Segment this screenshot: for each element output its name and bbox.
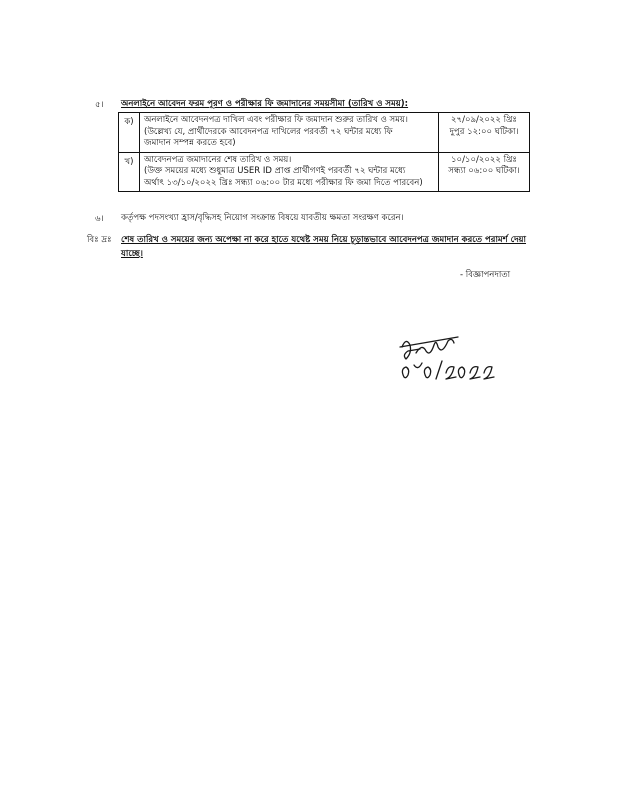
table-row xyxy=(119,152,530,192)
table-row xyxy=(119,113,530,153)
row-datetime xyxy=(439,152,530,192)
row-description xyxy=(140,152,439,192)
row-time: সন্ধ্যা ০৬:০০ ঘটিকা। xyxy=(448,166,520,176)
description-line: জমাদান সম্পন্ন করতে হবে) xyxy=(144,138,236,148)
row-time: দুপুর ১২:০০ ঘটিকা। xyxy=(449,126,519,137)
description-line: (উল্লেখ্য যে, প্রার্থীদেরকে আবেদনপত্র দাখিলের পরবর্তী ৭২ ঘন্টার মধ্যে ফি xyxy=(144,126,393,137)
section-5-number: ৫। xyxy=(95,100,104,110)
section-5-heading: অনলাইনে আবেদন ফরম পূরণ ও পরীক্ষার ফি জমাদানের সময়সীমা (তারিখ ও সময়): xyxy=(121,99,409,109)
row-description xyxy=(140,113,439,153)
signature-scribble-icon xyxy=(396,333,526,383)
row-datetime xyxy=(439,113,530,153)
row-label: ক) xyxy=(119,113,140,153)
note-label: বিঃ দ্রঃ xyxy=(87,235,112,245)
advertiser-signoff: - বিজ্ঞাপনদাতা xyxy=(460,270,511,280)
description-line: (উক্ত সময়ের মধ্যে শুধুমাত্র USER ID প্রাপ্ত প্রার্থীগণই পরবর্তী ৭২ ঘন্টার মধ্যে xyxy=(144,166,406,176)
description-line: অনলাইনে আবেদনপত্র দাখিল এবং পরীক্ষার ফি জমাদান শুরুর তারিখ ও সময়। xyxy=(144,115,408,125)
section-6-number: ৬। xyxy=(95,214,104,224)
schedule-table xyxy=(118,112,530,192)
row-label: খ) xyxy=(119,152,140,192)
description-line: অর্থাৎ ১৩/১০/২০২২ খ্রিঃ সন্ধ্যা ০৬:০০ টার মধ্যে পরীক্ষার ফি জমা দিতে পারবেন) xyxy=(144,177,423,188)
note-text: শেষ তারিখ ও সময়ের জন্য অপেক্ষা না করে হাতে যথেষ্ট সময় নিয়ে চূড়ান্তভাবে আবেদনপত্র জমাদান করতে পরামর্শ দেয়া যাচ্ছে। xyxy=(121,235,527,259)
description-line: আবেদনপত্র জমাদানের শেষ তারিখ ও সময়। xyxy=(144,154,292,165)
section-6-text: কর্তৃপক্ষ পদসংখ্যা হ্রাস/বৃদ্ধিসহ নিয়োগ সংক্রান্ত বিষয়ে যাবতীয় ক্ষমতা সংরক্ষণ করেন। xyxy=(121,213,404,223)
row-date: ১০/১০/২০২২ খ্রিঃ xyxy=(451,154,517,165)
handwritten-signature xyxy=(396,333,526,387)
row-date: ২৭/০৯/২০২২ খ্রিঃ xyxy=(451,115,517,125)
